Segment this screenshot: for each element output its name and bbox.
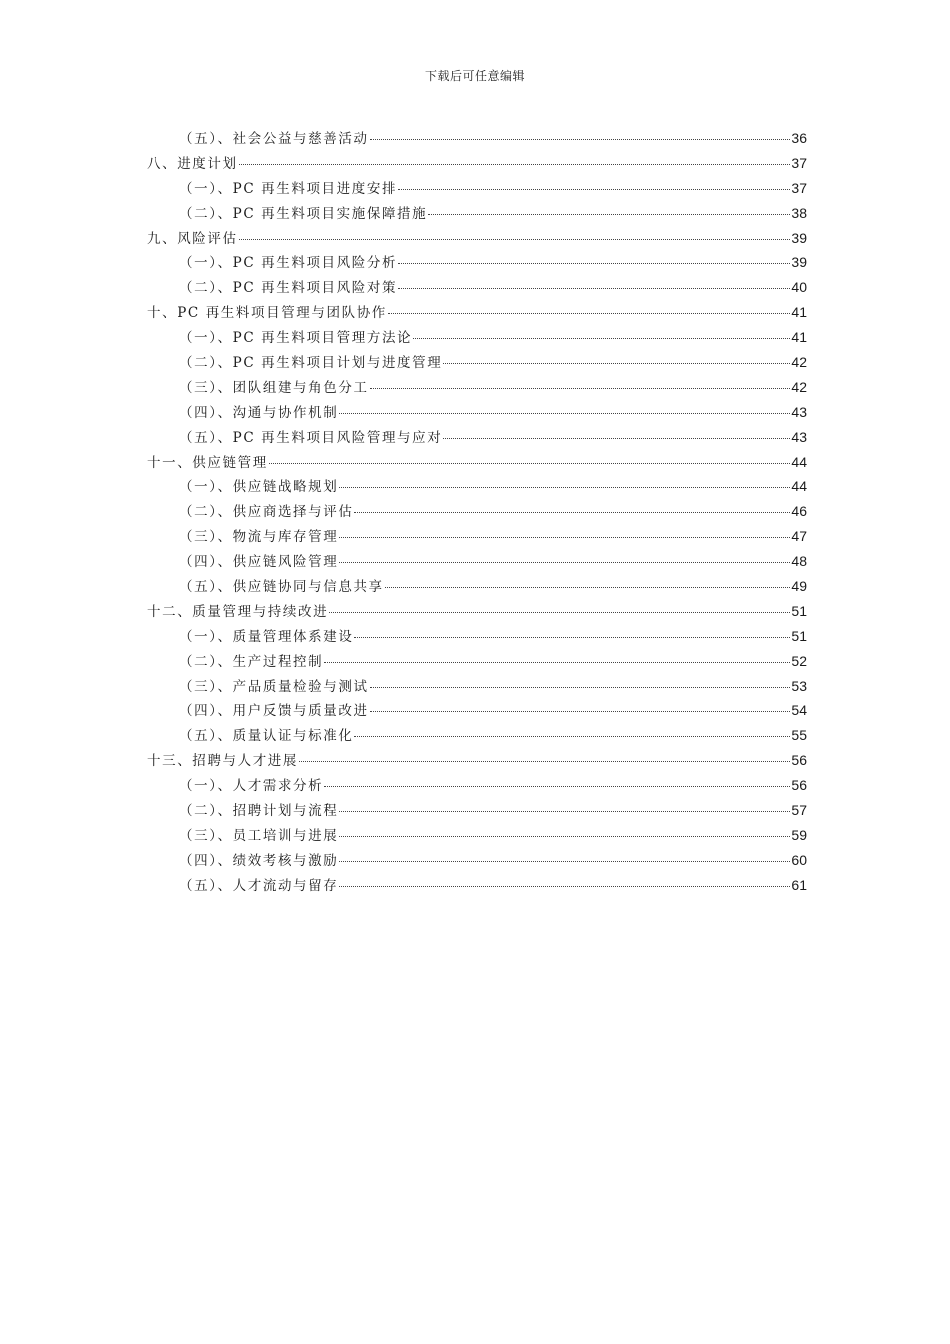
toc-section-entry[interactable] <box>147 177 807 202</box>
toc-entry-label: （五）、人才流动与留存 <box>179 877 339 894</box>
toc-entry-page-number: 51 <box>791 627 807 644</box>
toc-section-entry[interactable] <box>147 251 807 276</box>
toc-dot-leader <box>428 214 790 215</box>
toc-dot-leader <box>339 413 790 414</box>
toc-dot-leader <box>324 786 790 787</box>
toc-entry-label: （二）、PC 再生料项目计划与进度管理 <box>179 355 443 372</box>
toc-dot-leader <box>269 463 791 464</box>
toc-entry-page-number: 61 <box>791 876 807 893</box>
toc-entry-page-number: 44 <box>791 453 807 470</box>
toc-section-entry[interactable] <box>147 326 807 351</box>
toc-section-entry[interactable] <box>147 824 807 849</box>
toc-dot-leader <box>354 637 790 638</box>
toc-entry-page-number: 36 <box>791 130 807 146</box>
toc-section-entry[interactable] <box>147 575 807 600</box>
toc-dot-leader <box>239 239 791 240</box>
toc-section-entry[interactable] <box>147 202 807 227</box>
toc-entry-page-number: 59 <box>791 826 807 843</box>
page-header: 下载后可任意编辑 <box>424 69 525 83</box>
toc-section-entry[interactable] <box>147 475 807 500</box>
toc-entry-page-number: 40 <box>791 279 807 296</box>
toc-section-entry[interactable] <box>147 724 807 749</box>
toc-dot-leader <box>339 886 790 887</box>
toc-section-entry[interactable] <box>147 127 807 152</box>
toc-entry-label: （二）、招聘计划与流程 <box>179 803 339 820</box>
toc-section-entry[interactable] <box>147 874 807 899</box>
toc-dot-leader <box>339 562 790 563</box>
toc-entry-page-number: 37 <box>791 179 807 196</box>
toc-dot-leader <box>443 438 790 439</box>
toc-chapter-entry[interactable] <box>147 152 807 177</box>
toc-entry-label: （三）、产品质量检验与测试 <box>179 678 369 695</box>
toc-dot-leader <box>385 587 791 588</box>
toc-entry-page-number: 46 <box>791 503 807 520</box>
toc-entry-label: （一）、质量管理体系建设 <box>179 628 354 645</box>
toc-entry-label: （二）、PC 再生料项目风险对策 <box>179 280 398 297</box>
toc-entry-page-number: 37 <box>791 154 807 171</box>
toc-entry-page-number: 48 <box>791 553 807 570</box>
toc-dot-leader <box>370 687 791 688</box>
toc-entry-label: （二）、供应商选择与评估 <box>179 504 354 521</box>
toc-entry-page-number: 55 <box>791 727 807 744</box>
toc-entry-page-number: 39 <box>791 254 807 271</box>
toc-dot-leader <box>239 164 791 165</box>
toc-section-entry[interactable] <box>147 351 807 376</box>
toc-dot-leader <box>370 139 791 140</box>
toc-section-entry[interactable] <box>147 550 807 575</box>
toc-section-entry[interactable] <box>147 650 807 675</box>
toc-section-entry[interactable] <box>147 525 807 550</box>
toc-entry-label: 十、PC 再生料项目管理与团队协作 <box>147 305 387 322</box>
toc-entry-page-number: 56 <box>791 777 807 794</box>
toc-entry-label: （四）、绩效考核与激励 <box>179 852 339 869</box>
toc-entry-label: （一）、供应链战略规划 <box>179 479 339 496</box>
toc-dot-leader <box>339 537 790 538</box>
toc-entry-label: （一）、PC 再生料项目风险分析 <box>179 255 398 272</box>
toc-dot-leader <box>413 338 790 339</box>
toc-dot-leader <box>398 189 790 190</box>
toc-entry-page-number: 41 <box>791 329 807 346</box>
toc-entry-label: 十三、招聘与人才进展 <box>147 753 298 770</box>
toc-entry-label: 十一、供应链管理 <box>147 454 268 471</box>
toc-entry-page-number: 51 <box>791 602 807 619</box>
toc-dot-leader <box>339 487 790 488</box>
toc-entry-page-number: 60 <box>791 851 807 868</box>
toc-section-entry[interactable] <box>147 625 807 650</box>
toc-section-entry[interactable] <box>147 276 807 301</box>
toc-entry-label: （一）、PC 再生料项目管理方法论 <box>179 330 413 347</box>
toc-entry-label: （四）、用户反馈与质量改进 <box>179 703 369 720</box>
toc-entry-page-number: 49 <box>791 578 807 595</box>
toc-dot-leader <box>398 263 790 264</box>
toc-entry-page-number: 42 <box>791 378 807 395</box>
toc-chapter-entry[interactable] <box>147 227 807 252</box>
toc-dot-leader <box>339 811 790 812</box>
toc-dot-leader <box>329 612 790 613</box>
toc-section-entry[interactable] <box>147 699 807 724</box>
toc-entry-page-number: 47 <box>791 528 807 545</box>
toc-section-entry[interactable] <box>147 849 807 874</box>
toc-dot-leader <box>354 736 790 737</box>
toc-dot-leader <box>388 313 791 314</box>
toc-entry-label: （三）、员工培训与进展 <box>179 827 339 844</box>
toc-entry-label: （三）、团队组建与角色分工 <box>179 379 369 396</box>
toc-entry-label: （四）、沟通与协作机制 <box>179 404 339 421</box>
toc-entry-page-number: 52 <box>791 652 807 669</box>
toc-dot-leader <box>324 662 790 663</box>
toc-entry-page-number: 57 <box>791 802 807 819</box>
toc-entry-label: （四）、供应链风险管理 <box>179 554 339 571</box>
toc-entry-label: （一）、人才需求分析 <box>179 778 324 795</box>
toc-chapter-entry[interactable] <box>147 301 807 326</box>
toc-entry-label: （一）、PC 再生料项目进度安排 <box>179 180 398 197</box>
toc-dot-leader <box>443 363 790 364</box>
toc-chapter-entry[interactable] <box>147 451 807 476</box>
toc-dot-leader <box>299 761 790 762</box>
toc-entry-label: （五）、PC 再生料项目风险管理与应对 <box>179 429 443 446</box>
toc-entry-page-number: 43 <box>791 428 807 445</box>
toc-section-entry[interactable] <box>147 774 807 799</box>
toc-entry-page-number: 44 <box>791 478 807 495</box>
table-of-contents <box>147 127 807 899</box>
toc-dot-leader <box>370 711 791 712</box>
toc-entry-page-number: 42 <box>791 354 807 371</box>
toc-section-entry[interactable] <box>147 426 807 451</box>
toc-entry-page-number: 54 <box>791 702 807 719</box>
toc-chapter-entry[interactable] <box>147 749 807 774</box>
toc-dot-leader <box>339 836 790 837</box>
toc-dot-leader <box>398 288 790 289</box>
toc-entry-label: （五）、社会公益与慈善活动 <box>179 131 369 147</box>
toc-entry-label: 八、进度计划 <box>147 155 238 172</box>
toc-entry-label: （二）、PC 再生料项目实施保障措施 <box>179 205 428 222</box>
toc-entry-page-number: 38 <box>791 204 807 221</box>
toc-entry-page-number: 39 <box>791 229 807 246</box>
toc-section-entry[interactable] <box>147 799 807 824</box>
toc-dot-leader <box>370 388 791 389</box>
toc-section-entry[interactable] <box>147 500 807 525</box>
toc-entry-label: （三）、物流与库存管理 <box>179 529 339 546</box>
toc-entry-page-number: 53 <box>791 677 807 694</box>
toc-entry-page-number: 41 <box>791 304 807 321</box>
toc-dot-leader <box>354 512 790 513</box>
toc-section-entry[interactable] <box>147 675 807 700</box>
toc-entry-label: （五）、供应链协同与信息共享 <box>179 579 384 596</box>
toc-chapter-entry[interactable] <box>147 600 807 625</box>
toc-entry-label: （二）、生产过程控制 <box>179 653 324 670</box>
toc-entry-page-number: 56 <box>791 752 807 769</box>
toc-dot-leader <box>339 861 790 862</box>
toc-entry-label: 十二、质量管理与持续改进 <box>147 603 329 620</box>
toc-entry-page-number: 43 <box>791 403 807 420</box>
toc-section-entry[interactable] <box>147 376 807 401</box>
toc-entry-label: 九、风险评估 <box>147 230 238 247</box>
toc-entry-label: （五）、质量认证与标准化 <box>179 728 354 745</box>
toc-section-entry[interactable] <box>147 401 807 426</box>
